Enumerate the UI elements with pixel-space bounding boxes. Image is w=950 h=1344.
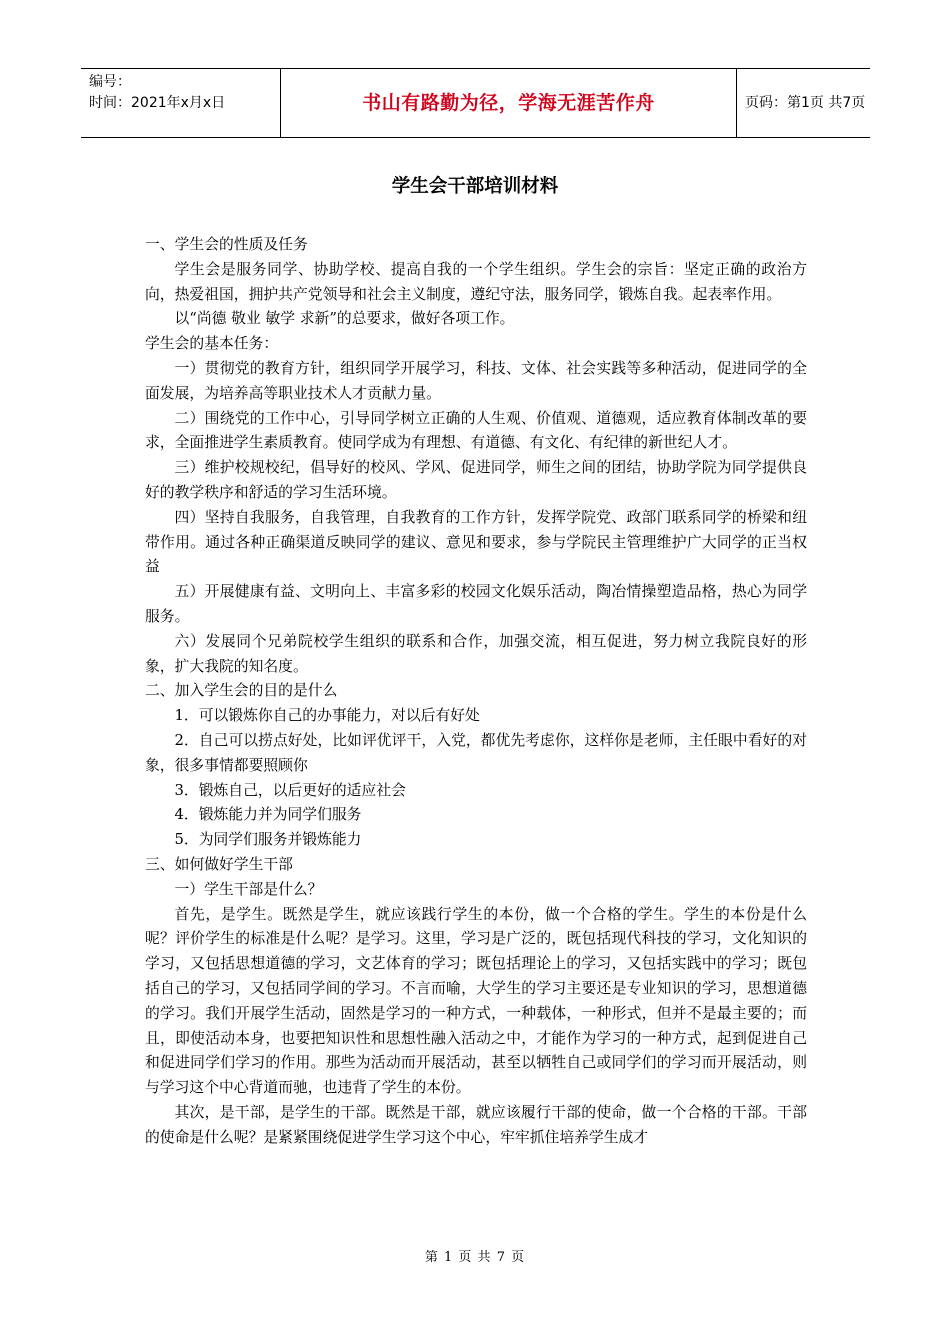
paragraph: 五）开展健康有益、文明向上、丰富多彩的校园文化娱乐活动，陶冶情操塑造品格，热心为同学服务。 [145,583,807,625]
paragraph: 学生会是服务同学、协助学校、提高自我的一个学生组织。学生会的宗旨：坚定正确的政治方向，热爱祖国，拥护共产党领导和社会主义制度，遵纪守法，服务同学，锻炼自我。起表率作用。 [145,260,807,303]
document-body [145,233,807,1150]
paragraph: 学生会的基本任务： [145,335,279,353]
paragraph: 1．可以锻炼你自己的办事能力，对以后有好处 [174,707,480,725]
paragraph: 三）维护校规校纪，倡导好的校风、学风、促进同学，师生之间的团结，协助学院为同学提供良好的教学秩序和舒适的学习生活环境。 [145,459,807,501]
page-footer: 第 1 页 共 7 页 [424,1250,526,1265]
paragraph: 六）发展同个兄弟院校学生组织的联系和合作，加强交流，相互促进，努力树立我院良好的形象，扩大我院的知名度。 [145,632,807,675]
paragraph: 二）围绕党的工作中心，引导同学树立正确的人生观、价值观、道德观，适应教育体制改革的要求，全面推进学生素质教育。使同学成为有理想、有道德、有文化、有纪律的新世纪人才。 [145,409,807,452]
paragraph: 以“尚德 敬业 敏学 求新”的总要求，做好各项工作。 [174,310,515,328]
paragraph: 三、如何做好学生干部 [145,855,293,873]
motto: 书山有路勤为径，学海无涯苦作舟 [281,69,737,137]
paragraph: 四）坚持自我服务，自我管理，自我教育的工作方针，发挥学院党、政部门联系同学的桥梁和纽带作用。通过各种正确渠道反映同学的建议、意见和要求，参与学院民主管理维护广大同学的正当权益 [145,508,807,576]
paragraph: 一）学生干部是什么？ [174,880,323,898]
page-code: 页码：第1页 共7页 [745,95,866,111]
paragraph: 二、加入学生会的目的是什么 [145,682,338,700]
paragraph: 首先，是学生。既然是学生，就应该践行学生的本份，做一个合格的学生。学生的本份是什么呢？评价学生的标准是什么呢？是学习。这里，学习是广泛的，既包括现代科技的学习，文化知识的学习，又包括思想道德的学习，文艺体育的学习；既包括理论上的学习，又包括实践中的学习；既包括自己的学习，又包括同学间的学习。不言而喻，大学生的学习主要还是专业知识的学习，思想道德的学习。我们开展学生活动，固然是学习的一种方式，一种载体，一种形式，但并不是最主要的；而且，即使活动本身，也要把知识性和思想性融入活动之中，才能作为学习的一种方式，起到促进自己和促进同学们学习的作用。那些为活动而开展活动，甚至以牺牲自己或同学们的学习而开展活动，则与学习这个中心背道而驰，也违背了学生的本份。 [145,905,807,1097]
header-table [81,68,870,138]
document-title: 学生会干部培训材料 [391,176,559,197]
header-info-cell [81,69,281,137]
paragraph: 其次，是干部，是学生的干部。既然是干部，就应该履行干部的使命，做一个合格的干部。干部的使命是什么呢？是紧紧围绕促进学生学习这个中心，牢牢抓住培养学生成才 [145,1103,807,1146]
paragraph: 一）贯彻党的教育方针，组织同学开展学习，科技、文体、社会实践等多种活动，促进同学的全面发展，为培养高等职业技术人才贡献力量。 [145,359,807,402]
paragraph: 5．为同学们服务并锻炼能力 [174,831,362,849]
paragraph: 3．锻炼自己，以后更好的适应社会 [174,781,406,799]
paragraph: 4．锻炼能力并为同学们服务 [174,806,362,824]
paragraph: 一、学生会的性质及任务 [145,236,308,253]
number-label: 编号： [89,74,131,90]
paragraph: 2．自己可以捞点好处，比如评优评干，入党，都优先考虑你，这样你是老师，主任眼中看好的对象，很多事情都要照顾你 [145,731,807,774]
time-label: 时间：2021年x月x日 [89,95,226,111]
